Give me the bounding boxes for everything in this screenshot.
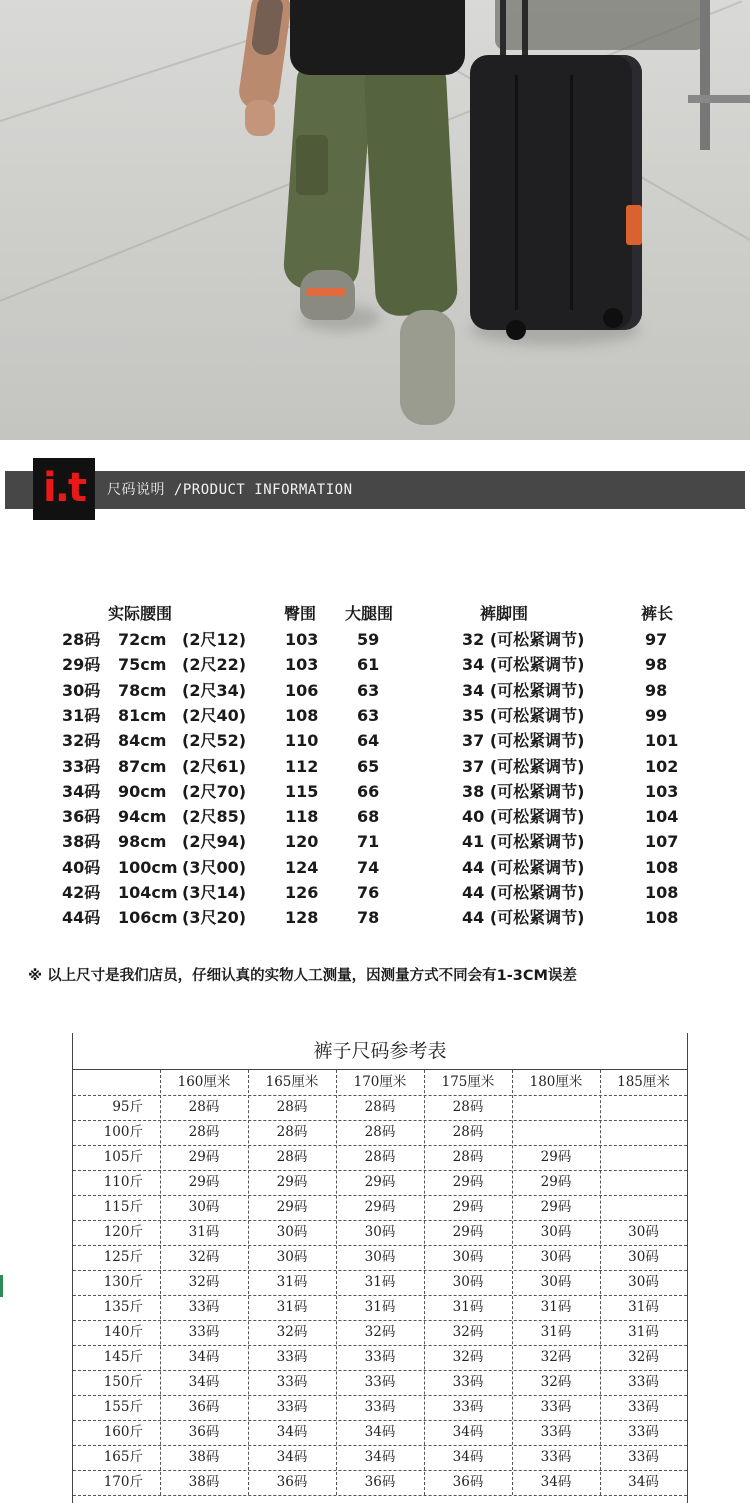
size-cell: 31码: [160, 1220, 248, 1245]
size-cell: 30码: [512, 1270, 600, 1295]
waist-cm-cell: 72cm: [118, 630, 166, 650]
thigh-cell: 65: [357, 757, 379, 777]
column-divider: [336, 1070, 337, 1495]
column-divider: [424, 1070, 425, 1495]
size-cell: 33码: [600, 1420, 687, 1445]
sneaker-stripe: [306, 288, 346, 296]
weight-cell: 130斤: [73, 1270, 143, 1295]
hip-cell: 103: [285, 655, 318, 675]
size-cell: 29码: [424, 1170, 512, 1195]
size-cell: 29码: [248, 1170, 336, 1195]
measurement-table: [0, 590, 750, 990]
hip-cell: 126: [285, 883, 318, 903]
hip-cell: 120: [285, 832, 318, 852]
size-cell: 30码: [336, 1220, 424, 1245]
size-cell: 33码: [62, 757, 100, 777]
hem-cell: 40 (可松紧调节): [462, 807, 584, 827]
suitcase-handle: [500, 0, 506, 60]
size-cell: 36码: [336, 1470, 424, 1495]
length-cell: 107: [645, 832, 678, 852]
size-cell: 34码: [160, 1345, 248, 1370]
hip-cell: 112: [285, 757, 318, 777]
waist-cm-cell: 106cm: [118, 908, 178, 928]
size-cell: 31码: [248, 1270, 336, 1295]
thigh-cell: 74: [357, 858, 379, 878]
size-cell: 29码: [512, 1195, 600, 1220]
weight-cell: 145斤: [73, 1345, 143, 1370]
size-cell: 33码: [512, 1395, 600, 1420]
weight-cell: 110斤: [73, 1170, 143, 1195]
size-cell: 34码: [248, 1445, 336, 1470]
size-cell: 33码: [600, 1445, 687, 1470]
size-cell: 33码: [512, 1420, 600, 1445]
waist-cm-cell: 87cm: [118, 757, 166, 777]
height-header-cell: 185厘米: [600, 1070, 687, 1095]
height-header-cell: 170厘米: [336, 1070, 424, 1095]
reference-header-row: [73, 1070, 687, 1096]
size-cell: 34码: [160, 1370, 248, 1395]
size-cell: 33码: [512, 1445, 600, 1470]
waist-cm-cell: 104cm: [118, 883, 178, 903]
suitcase: [470, 55, 642, 330]
weight-cell: 105斤: [73, 1145, 143, 1170]
hip-cell: 128: [285, 908, 318, 928]
weight-cell: 150斤: [73, 1370, 143, 1395]
waist-chi-cell: (2尺12): [182, 630, 246, 650]
size-cell: 33码: [424, 1395, 512, 1420]
waist-cm-cell: 100cm: [118, 858, 178, 878]
hem-cell: 37 (可松紧调节): [462, 731, 584, 751]
length-cell: 108: [645, 908, 678, 928]
reference-row: [73, 1120, 687, 1146]
length-cell: 108: [645, 858, 678, 878]
size-cell: 34码: [424, 1420, 512, 1445]
hip-cell: 103: [285, 630, 318, 650]
size-cell: 28码: [424, 1145, 512, 1170]
hem-cell: 44 (可松紧调节): [462, 908, 584, 928]
length-cell: 108: [645, 883, 678, 903]
hip-cell: 106: [285, 681, 318, 701]
weight-cell: 155斤: [73, 1395, 143, 1420]
waist-chi-cell: (2尺34): [182, 681, 246, 701]
thigh-cell: 76: [357, 883, 379, 903]
hip-cell: 118: [285, 807, 318, 827]
hem-cell: 44 (可松紧调节): [462, 858, 584, 878]
waist-cm-cell: 84cm: [118, 731, 166, 751]
size-cell: 28码: [62, 630, 100, 650]
size-cell: 31码: [248, 1295, 336, 1320]
thigh-cell: 68: [357, 807, 379, 827]
sneaker-left: [300, 270, 355, 320]
tattoo: [250, 0, 284, 57]
waist-cm-cell: 90cm: [118, 782, 166, 802]
size-cell: 29码: [424, 1220, 512, 1245]
length-cell: 99: [645, 706, 667, 726]
reference-row: [73, 1320, 687, 1346]
thigh-cell: 63: [357, 681, 379, 701]
length-cell: 98: [645, 681, 667, 701]
size-cell: 28码: [160, 1095, 248, 1120]
reference-table-title: 裤子尺码参考表: [73, 1033, 687, 1070]
reference-row: [73, 1420, 687, 1446]
size-cell: 38码: [62, 832, 100, 852]
length-cell: 103: [645, 782, 678, 802]
size-cell: 31码: [62, 706, 100, 726]
column-divider: [600, 1070, 601, 1495]
size-cell: 28码: [336, 1120, 424, 1145]
size-cell: 29码: [336, 1170, 424, 1195]
weight-cell: 125斤: [73, 1245, 143, 1270]
size-cell: 32码: [160, 1245, 248, 1270]
measure-header-hip: 臀围: [284, 604, 316, 624]
suitcase-wheel: [506, 320, 526, 340]
size-cell: 28码: [336, 1145, 424, 1170]
weight-cell: 165斤: [73, 1445, 143, 1470]
size-cell: 38码: [160, 1470, 248, 1495]
reference-row: [73, 1195, 687, 1221]
weight-cell: 95斤: [73, 1095, 143, 1120]
size-cell: 28码: [424, 1095, 512, 1120]
waist-cm-cell: 81cm: [118, 706, 166, 726]
size-cell: [600, 1120, 687, 1145]
weight-cell: 115斤: [73, 1195, 143, 1220]
size-cell: [600, 1145, 687, 1170]
reference-row: [73, 1170, 687, 1196]
size-cell: 32码: [600, 1345, 687, 1370]
size-cell: 33码: [160, 1295, 248, 1320]
edge-mark: [0, 1275, 3, 1297]
waist-chi-cell: (2尺70): [182, 782, 246, 802]
hem-cell: 38 (可松紧调节): [462, 782, 584, 802]
suitcase-rib: [570, 75, 573, 310]
size-cell: 32码: [512, 1345, 600, 1370]
size-cell: 44码: [62, 908, 100, 928]
length-cell: 97: [645, 630, 667, 650]
size-cell: 40码: [62, 858, 100, 878]
weight-cell: 100斤: [73, 1120, 143, 1145]
reference-row: [73, 1095, 687, 1121]
size-cell: 31码: [600, 1295, 687, 1320]
measurement-note: ※ 以上尺寸是我们店员，仔细认真的实物人工测量，因测量方式不同会有1-3CM误差: [28, 964, 577, 985]
size-cell: 36码: [160, 1420, 248, 1445]
size-cell: 34码: [248, 1420, 336, 1445]
size-cell: 31码: [512, 1320, 600, 1345]
size-cell: 33码: [336, 1370, 424, 1395]
size-cell: 33码: [600, 1395, 687, 1420]
height-header-cell: 160厘米: [160, 1070, 248, 1095]
length-cell: 102: [645, 757, 678, 777]
size-cell: 29码: [160, 1170, 248, 1195]
size-cell: 33码: [248, 1370, 336, 1395]
size-cell: 29码: [160, 1145, 248, 1170]
size-cell: 33码: [336, 1345, 424, 1370]
size-cell: 34码: [62, 782, 100, 802]
length-cell: 101: [645, 731, 678, 751]
thigh-cell: 63: [357, 706, 379, 726]
waist-cm-cell: 78cm: [118, 681, 166, 701]
size-cell: 31码: [512, 1295, 600, 1320]
waist-chi-cell: (3尺14): [182, 883, 246, 903]
size-cell: 34码: [512, 1470, 600, 1495]
pants-right-leg: [364, 63, 459, 317]
model-arm: [237, 0, 293, 112]
thigh-cell: 78: [357, 908, 379, 928]
reference-row: [73, 1145, 687, 1171]
waist-cm-cell: 94cm: [118, 807, 166, 827]
barrier-rail: [688, 95, 750, 103]
brand-logo: [33, 458, 95, 520]
hip-cell: 115: [285, 782, 318, 802]
reference-row: [73, 1445, 687, 1471]
size-cell: 34码: [336, 1445, 424, 1470]
size-cell: 30码: [336, 1245, 424, 1270]
hem-cell: 44 (可松紧调节): [462, 883, 584, 903]
size-cell: 32码: [248, 1320, 336, 1345]
suitcase-rib: [515, 75, 518, 310]
size-cell: 30码: [248, 1245, 336, 1270]
reference-row: [73, 1270, 687, 1296]
waist-chi-cell: (2尺40): [182, 706, 246, 726]
size-cell: 29码: [512, 1170, 600, 1195]
reference-row: [73, 1245, 687, 1271]
weight-cell: 140斤: [73, 1320, 143, 1345]
size-cell: 30码: [600, 1220, 687, 1245]
measure-header-length: 裤长: [641, 604, 673, 624]
reference-row: [73, 1470, 687, 1496]
size-cell: 30码: [600, 1245, 687, 1270]
size-cell: [512, 1120, 600, 1145]
size-cell: 31码: [336, 1270, 424, 1295]
size-cell: 28码: [336, 1095, 424, 1120]
size-cell: 30码: [512, 1220, 600, 1245]
size-cell: 33码: [600, 1370, 687, 1395]
product-photo: [0, 0, 750, 440]
size-cell: 34码: [336, 1420, 424, 1445]
hip-cell: 110: [285, 731, 318, 751]
size-cell: 32码: [512, 1370, 600, 1395]
waist-chi-cell: (2尺22): [182, 655, 246, 675]
size-cell: 32码: [424, 1320, 512, 1345]
model-shirt: [290, 0, 465, 75]
section-header: [0, 440, 750, 540]
waist-chi-cell: (2尺61): [182, 757, 246, 777]
size-cell: 34码: [424, 1445, 512, 1470]
size-cell: [600, 1170, 687, 1195]
size-cell: 28码: [424, 1120, 512, 1145]
waist-chi-cell: (3尺20): [182, 908, 246, 928]
size-cell: 29码: [248, 1195, 336, 1220]
size-cell: 38码: [160, 1445, 248, 1470]
size-cell: 33码: [160, 1320, 248, 1345]
reference-row: [73, 1345, 687, 1371]
weight-cell: 120斤: [73, 1220, 143, 1245]
size-cell: 30码: [248, 1220, 336, 1245]
sneaker-right: [400, 310, 455, 425]
thigh-cell: 64: [357, 731, 379, 751]
hem-cell: 32 (可松紧调节): [462, 630, 584, 650]
size-cell: 36码: [160, 1395, 248, 1420]
size-cell: 29码: [424, 1195, 512, 1220]
cargo-pocket: [296, 135, 328, 195]
waist-cm-cell: 98cm: [118, 832, 166, 852]
size-cell: 30码: [62, 681, 100, 701]
size-cell: 30码: [424, 1270, 512, 1295]
reference-row: [73, 1395, 687, 1421]
size-cell: 28码: [160, 1120, 248, 1145]
size-cell: 32码: [160, 1270, 248, 1295]
size-cell: 29码: [62, 655, 100, 675]
reference-row: [73, 1220, 687, 1246]
size-cell: 32码: [424, 1345, 512, 1370]
size-cell: 29码: [336, 1195, 424, 1220]
column-divider: [512, 1070, 513, 1495]
suitcase-handle: [522, 0, 528, 60]
section-title: 尺码说明 /PRODUCT INFORMATION: [107, 471, 353, 509]
waist-chi-cell: (2尺52): [182, 731, 246, 751]
size-cell: 33码: [248, 1345, 336, 1370]
length-cell: 104: [645, 807, 678, 827]
size-cell: 28码: [248, 1145, 336, 1170]
hip-cell: 108: [285, 706, 318, 726]
size-cell: 36码: [248, 1470, 336, 1495]
height-header-cell: 175厘米: [424, 1070, 512, 1095]
size-cell: 28码: [248, 1095, 336, 1120]
size-cell: 42码: [62, 883, 100, 903]
measure-header-hem: 裤脚围: [480, 604, 528, 624]
hem-cell: 37 (可松紧调节): [462, 757, 584, 777]
waist-chi-cell: (2尺85): [182, 807, 246, 827]
hem-cell: 34 (可松紧调节): [462, 655, 584, 675]
barrier-post: [700, 0, 710, 150]
model-hand: [245, 100, 275, 136]
size-cell: 29码: [512, 1145, 600, 1170]
hem-cell: 35 (可松紧调节): [462, 706, 584, 726]
size-cell: 32码: [336, 1320, 424, 1345]
size-cell: 31码: [336, 1295, 424, 1320]
thigh-cell: 59: [357, 630, 379, 650]
reference-row: [73, 1370, 687, 1396]
size-cell: 30码: [160, 1195, 248, 1220]
size-cell: 28码: [248, 1120, 336, 1145]
suitcase-wheel: [603, 308, 623, 328]
size-cell: 36码: [424, 1470, 512, 1495]
luggage-tag: [626, 205, 642, 245]
weight-cell: 135斤: [73, 1295, 143, 1320]
size-cell: 31码: [600, 1320, 687, 1345]
weight-cell: 160斤: [73, 1420, 143, 1445]
thigh-cell: 61: [357, 655, 379, 675]
size-cell: 33码: [248, 1395, 336, 1420]
size-cell: [600, 1195, 687, 1220]
hem-cell: 41 (可松紧调节): [462, 832, 584, 852]
size-cell: 31码: [424, 1295, 512, 1320]
length-cell: 98: [645, 655, 667, 675]
height-header-cell: 180厘米: [512, 1070, 600, 1095]
size-cell: 30码: [600, 1270, 687, 1295]
size-reference-table: [72, 1033, 688, 1503]
size-cell: [600, 1095, 687, 1120]
thigh-cell: 66: [357, 782, 379, 802]
thigh-cell: 71: [357, 832, 379, 852]
size-cell: [512, 1095, 600, 1120]
size-cell: 30码: [512, 1245, 600, 1270]
size-cell: 36码: [62, 807, 100, 827]
measure-header-waist: 实际腰围: [108, 604, 172, 624]
size-cell: 32码: [62, 731, 100, 751]
size-cell: 33码: [424, 1370, 512, 1395]
hem-cell: 34 (可松紧调节): [462, 681, 584, 701]
hip-cell: 124: [285, 858, 318, 878]
column-divider: [248, 1070, 249, 1495]
height-header-cell: 165厘米: [248, 1070, 336, 1095]
size-cell: 34码: [600, 1470, 687, 1495]
waist-chi-cell: (2尺94): [182, 832, 246, 852]
waist-cm-cell: 75cm: [118, 655, 166, 675]
logo-text: i.t: [33, 462, 95, 514]
size-cell: 33码: [336, 1395, 424, 1420]
reference-row: [73, 1295, 687, 1321]
column-divider: [160, 1070, 161, 1495]
weight-cell: 170斤: [73, 1470, 143, 1495]
measure-header-thigh: 大腿围: [345, 604, 393, 624]
size-cell: 30码: [424, 1245, 512, 1270]
waist-chi-cell: (3尺00): [182, 858, 246, 878]
